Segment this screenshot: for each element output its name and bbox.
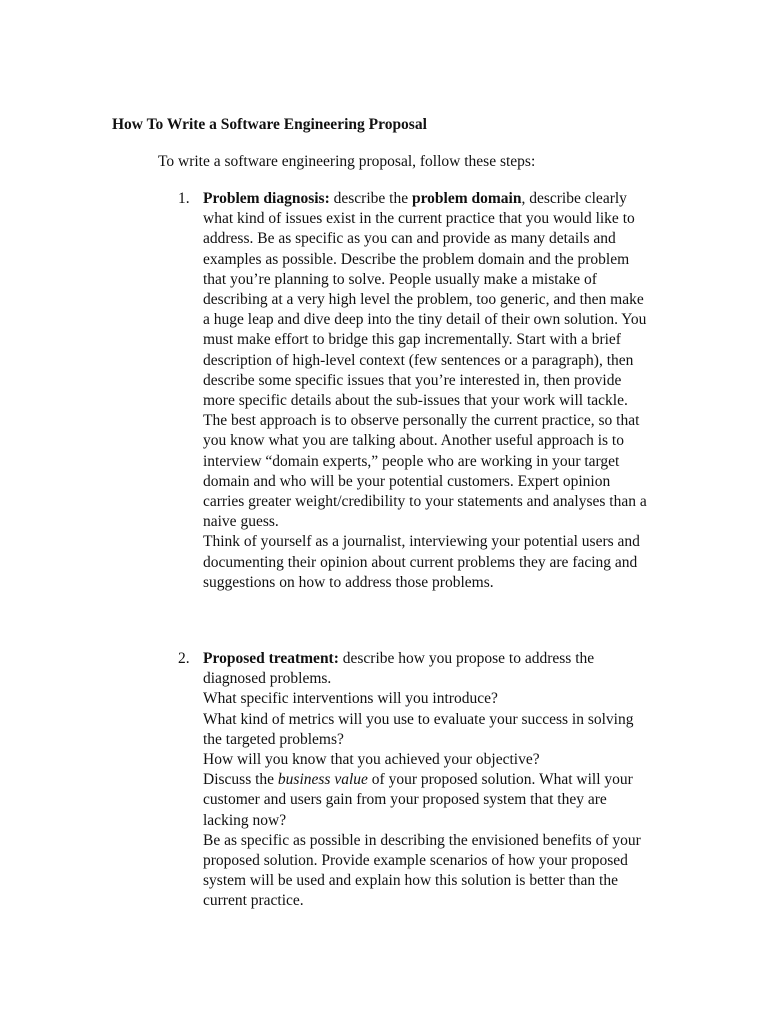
- step-text: Discuss the: [203, 771, 278, 789]
- term-problem-domain: problem domain: [411, 190, 522, 207]
- step-body: [203, 649, 648, 912]
- step-text: , describe clearly what kind of issues exist in the current practice that you would like to address. Be as specific as you can and provide as many details and examples as possible. Describe the problem domain and the problem that you’re planning to solve. People usually make a mistake of describing at a very high level the problem, too generic, and then make a huge leap and dive deep into the tiny detail of their own solution. You must make effort to bridge this gap incrementally. Start with a brief description of high-level context (few sentences or a paragraph), then describe some specific issues that you’re interested in, then provide more specific details about the sub-issues that your work will tackle. The best approach is to observe personally the current practice, so that you know what you are talking about. Another useful approach is to interview “domain experts,” people who are working in your target domain and who will be your potential customers. Expert opinion carries greater weight/credibility to your statements and analyses than a naive guess.: [203, 190, 647, 531]
- step-text: of your proposed solution. What will your customer and users gain from your proposed system that they are lacking now?: [203, 771, 633, 829]
- step-paragraph: What kind of metrics will you use to evaluate your success in solving the targeted problems?: [203, 710, 634, 748]
- step-text: describe how you propose to address the diagnosed problems.: [203, 650, 595, 688]
- step-paragraph: Think of yourself as a journalist, interviewing your potential users and documenting their opinion about current problems they are facing and suggestions on how to address those problems.: [203, 533, 640, 591]
- step-body: [203, 189, 648, 593]
- step-text: describe the: [329, 190, 412, 207]
- step-problem-diagnosis: [178, 189, 648, 593]
- intro-paragraph: To write a software engineering proposal, follow these steps:: [158, 153, 536, 170]
- step-paragraph: What specific interventions will you introduce?: [203, 690, 498, 708]
- step-number: 2.: [178, 650, 190, 667]
- term-business-value: business value: [277, 771, 368, 789]
- step-heading: Problem diagnosis:: [203, 190, 330, 207]
- step-heading: Proposed treatment:: [203, 650, 339, 667]
- step-paragraph: Be as specific as possible in describing the envisioned benefits of your proposed solution. Provide example scenarios of how your proposed system will be used and explain how this solution is better than the current practice.: [203, 831, 641, 910]
- step-paragraph: [203, 649, 648, 689]
- document-title: How To Write a Software Engineering Proposal: [112, 116, 427, 133]
- step-number: 1.: [178, 190, 190, 207]
- step-proposed-treatment: [178, 649, 648, 912]
- step-paragraph: [203, 770, 648, 831]
- step-paragraph: How will you know that you achieved your objective?: [203, 751, 540, 769]
- step-paragraph: [203, 189, 648, 532]
